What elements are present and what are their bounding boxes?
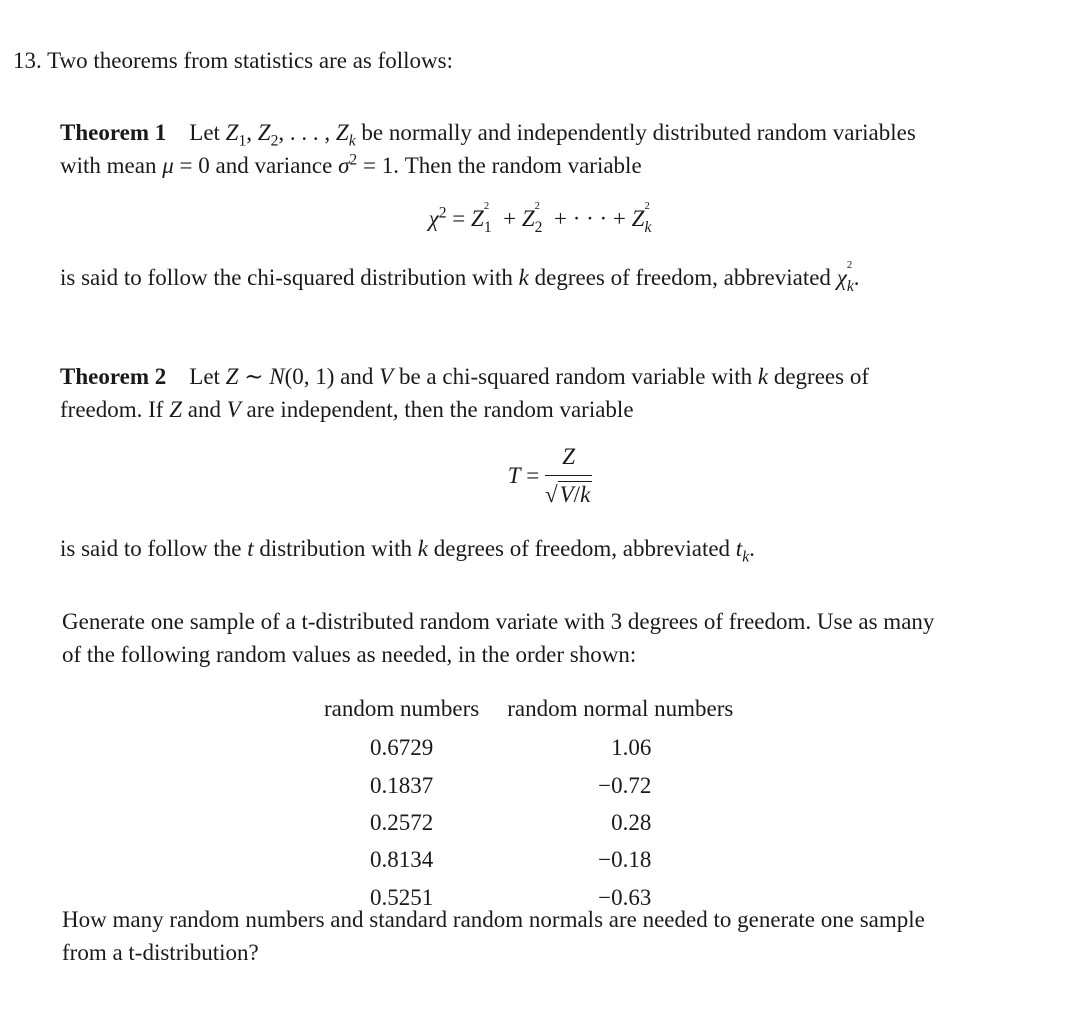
problem-intro-text: Two theorems from statistics are as follows:: [47, 48, 454, 73]
theorem-2: [60, 360, 1050, 427]
random-number-cell: 0.6729: [369, 735, 434, 761]
theorem-1: [60, 116, 1050, 183]
table-row: [310, 804, 747, 841]
random-normal-cell: 1.06: [611, 735, 652, 761]
theorem-2-label: Theorem 2: [60, 364, 167, 389]
random-number-cell: 0.8134: [369, 847, 434, 873]
random-normal-cell: 0.28: [611, 810, 652, 836]
question-line-1: How many random numbers and standard random normals are needed to generate one sample: [62, 907, 925, 932]
random-number-cell: 0.5251: [369, 884, 434, 910]
problem-number: 13.: [13, 48, 42, 73]
theorem-1-line-2: with mean μ = 0 and variance $\sigma^2 = 1$. Then the random variable: [60, 151, 642, 179]
theorem-2-conclusion: is said to follow the t distribution with k degrees of freedom, abbreviated $t_k$.: [60, 536, 755, 566]
task-line-2: of the following random values as needed, in the order shown:: [62, 642, 637, 668]
table-row: [310, 767, 747, 804]
theorem-2-line-2: freedom. If Z and V are independent, then the random variable: [60, 397, 634, 423]
task-line-1: Generate one sample of a t-distributed random variate with 3 degrees of freedom. Use as many: [62, 609, 935, 634]
question-line-2: from a t-distribution?: [62, 940, 259, 966]
col-header-random-normal-numbers: random normal numbers: [507, 696, 734, 721]
col-header-random-numbers: random numbers: [324, 696, 480, 721]
random-normal-cell: −0.72: [598, 772, 652, 798]
random-normal-cell: −0.63: [598, 884, 652, 910]
random-normal-cell: −0.18: [598, 847, 652, 873]
random-number-cell: 0.1837: [369, 772, 434, 798]
task-text: [62, 605, 1062, 672]
random-number-cell: 0.2572: [369, 810, 434, 836]
t-fraction: $\frac{Z}{√V/k}$: [545, 440, 592, 512]
theorem-2-line-1: Theorem 2 Let Z ∼ N(0, 1) and V be a chi-squared random variable with k degrees of: [60, 364, 869, 389]
theorem-1-label: Theorem 1: [60, 120, 167, 145]
theorem-1-conclusion: is said to follow the chi-squared distribution with k degrees of freedom, abbreviated χ $_{2 k}$.: [60, 259, 860, 295]
question-text: [62, 903, 1062, 970]
random-values-table: [310, 692, 747, 916]
chi-squared-equation: $\chi^2 = Z$ $_{2 1}$ + Z $_{2 2}$ + · · · + Z $_{2 k}$: [428, 200, 652, 236]
table-row: [310, 841, 747, 878]
theorem-1-line-1: Theorem 1 Let $Z_1$, $Z_2$, . . . , $Z_k$ be normally and independently distributed random variables: [60, 120, 916, 150]
t-statistic-equation: T = $\frac{Z}{√V/k}$: [0, 440, 1080, 512]
problem-intro: [13, 44, 453, 77]
table-header-row: [310, 692, 747, 729]
table-row: [310, 729, 747, 766]
